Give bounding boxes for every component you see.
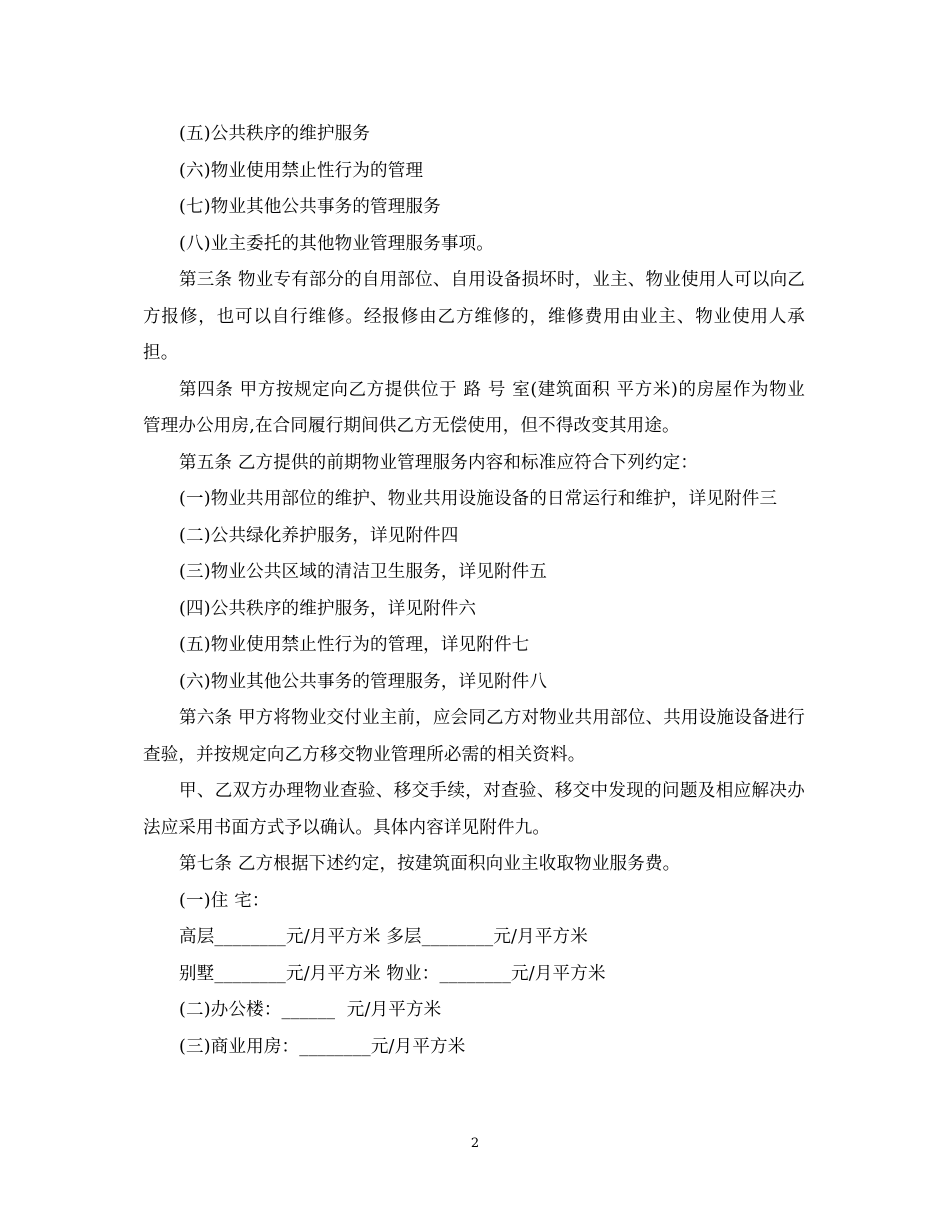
paragraph: 第三条 物业专有部分的自用部位、自用设备损坏时，业主、物业使用人可以向乙方报修，也可以自行维修。经报修由乙方维修的，维修费用由业主、物业使用人承担。: [143, 270, 805, 363]
paragraph: 第五条 乙方提供的前期物业管理服务内容和标准应符合下列约定：: [179, 452, 699, 473]
paragraph: (一)住 宅：: [179, 890, 270, 911]
paragraph: 第七条 乙方根据下述约定，按建筑面积向业主收取物业服务费。: [179, 854, 681, 874]
paragraph: (三)商业用房：________元/月平方米: [179, 1036, 466, 1057]
paragraph: (一)物业共用部位的维护、物业共用设施设备的日常运行和维护，详见附件三: [179, 489, 778, 509]
paragraph: 第六条 甲方将物业交付业主前，应会同乙方对物业共用部位、共用设施设备进行查验，并按规定向乙方移交物业管理所必需的相关资料。: [143, 708, 805, 765]
document-body: [143, 116, 805, 1065]
paragraph: 第四条 甲方按规定向乙方提供位于 路 号 室(建筑面积 平方米)的房屋作为物业管理办公用房,在合同履行期间供乙方无偿使用，但不得改变其用途。: [143, 379, 805, 436]
paragraph: (五)物业使用禁止性行为的管理，详见附件七: [179, 635, 530, 655]
page-number: 2: [470, 1136, 480, 1151]
paragraph: (三)物业公共区域的清洁卫生服务，详见附件五: [179, 562, 548, 582]
paragraph: (二)公共绿化养护服务，详见附件四: [179, 525, 459, 546]
paragraph: 甲、乙双方办理物业查验、移交手续，对查验、移交中发现的问题及相应解决办法应采用书面方式予以确认。具体内容详见附件九。: [143, 781, 805, 838]
paragraph: (六)物业其他公共事务的管理服务，详见附件八: [179, 671, 548, 692]
paragraph: (六)物业使用禁止性行为的管理: [179, 160, 424, 181]
paragraph: 高层________元/月平方米 多层________元/月平方米: [179, 927, 588, 947]
paragraph: (五)公共秩序的维护服务: [179, 124, 371, 144]
paragraph: (二)办公楼：______ 元/月平方米: [179, 1000, 442, 1020]
paragraph: (八)业主委托的其他物业管理服务事项。: [179, 233, 494, 254]
paragraph: (四)公共秩序的维护服务，详见附件六: [179, 598, 477, 619]
paragraph: 别墅________元/月平方米 物业：________元/月平方米: [179, 963, 606, 984]
paragraph: (七)物业其他公共事务的管理服务: [179, 197, 441, 217]
